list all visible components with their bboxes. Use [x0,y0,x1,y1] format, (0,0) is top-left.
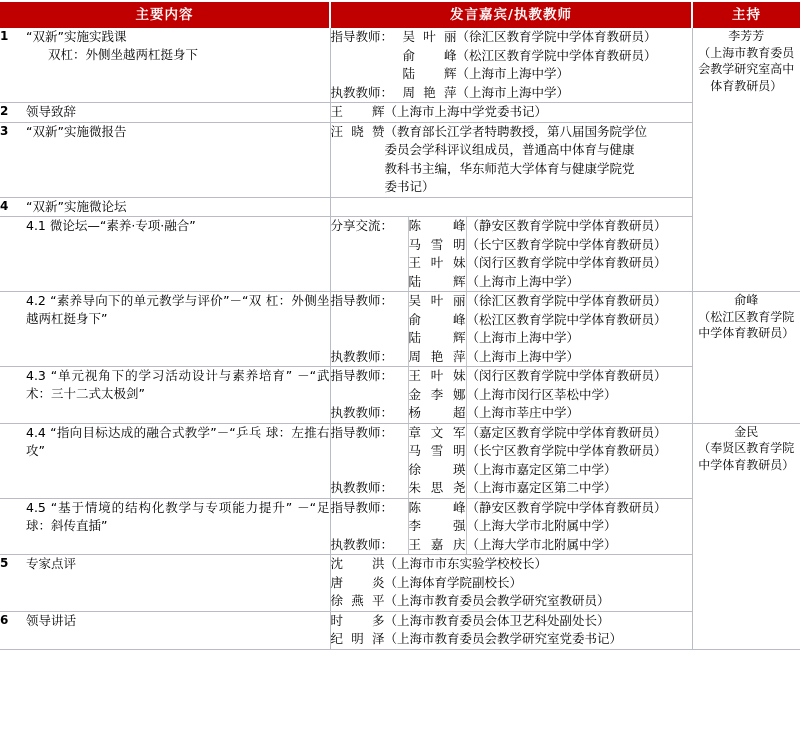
table-row [0,292,800,367]
speaker-name: 徐燕平 [330,593,385,608]
speaker-org: （上海大学市北附属中学） [466,536,617,552]
name-cell [408,423,466,498]
speaker-org: （松江区教育学院中学体育教研员） [456,47,657,63]
row-title-cell [0,217,330,292]
speaker-name: 陈 峰 [408,218,466,233]
speaker-role: 执教教师： [330,84,394,100]
row-title-cell [26,197,330,217]
role-line [331,254,408,273]
role-line: 分享交流： [330,218,394,233]
speaker-org: （上海市闵行区莘松中学） [466,386,617,402]
speaker-org: 委书记） [384,179,435,194]
row-number: 4 [0,197,26,217]
host-cell-3 [692,423,800,649]
row-title: 领导致辞 [26,104,77,119]
speaker-line [331,84,692,103]
speaker-org: （上海市上海中学） [466,273,580,289]
speaker-org: （上海市教育委员会教学研究室党委书记） [384,631,623,646]
speaker-name: 王 辉 [330,104,385,119]
org-cell [466,217,692,292]
role-line: 指导教师： [330,424,394,440]
role-line: 指导教师： [330,368,394,383]
speaker-name: 周艳萍 [408,348,466,364]
speaker-name: 纪明泽 [330,631,385,646]
host-name: 金民 [734,424,759,439]
table-row [0,611,800,649]
role-line [331,311,408,330]
row-number: 1 [0,28,26,103]
speaker-block [330,28,692,103]
row-title-cell [0,292,330,367]
org-cell [466,292,692,367]
header-col-speakers: 发言嘉宾/执教教师 [330,1,692,28]
role-line [331,236,408,255]
speaker-org: （上海市上海中学） [466,348,580,364]
speaker-org: （嘉定区教育学院中学体育教研员） [466,424,667,440]
speaker-name: 吴叶丽 [402,29,457,44]
speaker-name: 汪晓赞 [330,123,385,139]
row-title-cell [26,103,330,123]
speaker-org: （静安区教育学院中学体育教研员） [466,218,667,233]
speaker-name: 金李娜 [408,386,466,402]
speaker-org: （上海体育学院副校长） [384,574,523,590]
speaker-name: 吴叶丽 [408,293,466,308]
header-col-host: 主持 [692,1,800,28]
speaker-org: （上海市上海中学党委书记） [384,104,548,119]
role-cell [330,423,408,498]
row-title: 4.2 “素养导向下的单元教学与评价”－“双 [26,293,262,308]
speaker-line [331,160,692,179]
speaker-line [331,574,692,593]
table-row [0,423,800,498]
speaker-org: （教育部长江学者特聘教授，第八届国务院学位 [384,123,648,139]
table-row [0,498,800,555]
role-cell [330,217,408,292]
row-title-cell [0,498,330,555]
row-title: 专家点评 [26,556,77,571]
speaker-name: 周艳萍 [402,84,457,100]
role-line [331,461,408,480]
table-row [0,555,800,612]
row-title-cell [26,122,330,197]
speaker-name: 唐 炎 [330,574,385,590]
host-name: 俞峰 [734,293,759,307]
row-number: 3 [0,122,26,197]
row-title: 4.3 “单元视角下的学习活动设计与素养培育” [26,368,293,383]
speaker-name: 王叶妹 [408,255,466,270]
row-title-cell [0,423,330,498]
row-title-cell [26,611,330,649]
speaker-org: 委员会学科评议组成员，普通高中体育与健康 [384,142,635,157]
speaker-org: （闵行区教育学院中学体育教研员） [466,255,667,270]
role-line: 执教教师： [330,348,394,364]
row-title: “双新”实施实践课 [26,29,127,44]
row-subtitle: 双杠：外侧坐越两杠挺身下 [48,47,199,62]
speaker-org: 教科书主编，华东师范大学体育与健康学院党 [384,160,635,176]
table-row [0,197,800,217]
table-row [0,103,800,123]
table-header-row [0,1,800,28]
speaker-block [330,103,692,123]
role-line [331,386,408,405]
row-title: 4.1 微论坛—“素养·专项·融合” [26,218,196,233]
speaker-name: 陆 辉 [408,330,466,345]
host-org: （奉贤区教育学院中学体育教研员） [698,441,795,472]
speaker-org: （上海市上海中学） [466,330,580,345]
role-cell [330,292,408,367]
speaker-org: （上海市上海中学） [456,66,570,81]
row-title: “双新”实施微论坛 [26,198,127,214]
host-cell-1 [692,28,800,292]
speaker-block-empty [330,197,692,217]
speaker-line [331,47,692,66]
table-row [0,122,800,197]
speaker-org: （上海市教育委员会教学研究室教研员） [384,593,610,608]
speaker-name: 杨 超 [408,405,466,420]
speaker-org: （上海市上海中学） [456,84,570,100]
speaker-line [331,612,692,631]
speaker-name: 陆 辉 [402,66,457,81]
row-number: 5 [0,555,26,612]
row-title: “双新”实施微报告 [26,123,127,139]
speaker-org: （上海市市东实验学校校长） [384,556,548,571]
row-number: 2 [0,103,26,123]
speaker-line [331,592,692,611]
table-row [0,28,800,103]
speaker-org: （松江区教育学院中学体育教研员） [466,311,667,327]
speaker-line [331,141,692,160]
speaker-block [330,122,692,197]
speaker-org: （徐汇区教育学院中学体育教研员） [456,29,657,44]
speaker-name: 李 强 [408,518,466,533]
name-cell [408,217,466,292]
row-title-cell [26,555,330,612]
row-title-line2: －“足球：斜传直插” [26,499,330,533]
table-row [0,367,800,424]
org-cell [466,423,692,498]
speaker-block [330,555,692,612]
speaker-line [331,65,692,84]
role-cell [330,367,408,424]
speaker-name: 俞 峰 [408,311,466,327]
row-title-cell [26,28,330,103]
name-cell [408,367,466,424]
speaker-line [331,28,692,47]
host-org: （上海市教育委员会教学研究室高中体育教研员） [698,45,795,93]
speaker-org: （上海市嘉定区第二中学） [466,461,617,477]
name-cell [408,498,466,555]
speaker-name: 沈 洪 [330,556,385,571]
row-number: 6 [0,611,26,649]
table-row [0,217,800,292]
speaker-line [331,555,692,574]
speaker-org: （徐汇区教育学院中学体育教研员） [466,293,667,308]
role-cell [330,498,408,555]
speaker-org: （上海市莘庄中学） [466,405,580,420]
org-cell [466,367,692,424]
speaker-name: 俞 峰 [402,47,457,63]
name-cell [408,292,466,367]
org-cell [466,498,692,555]
speaker-org: （长宁区教育学院中学体育教研员） [466,236,667,252]
row-title: 领导讲话 [26,612,77,628]
role-line: 指导教师： [330,499,394,515]
host-cell-2 [692,292,800,424]
speaker-org: （静安区教育学院中学体育教研员） [466,499,667,515]
row-title: 4.4 “指向目标达成的融合式教学”－“乒乓 [26,424,262,440]
speaker-line [331,178,692,197]
host-org: （松江区教育学院中学体育教研员） [698,309,795,340]
speaker-line [331,123,692,142]
speaker-line [331,630,692,649]
role-line [331,273,408,292]
speaker-name: 陆 辉 [408,273,466,289]
speaker-line [331,103,692,122]
speaker-org: （上海大学市北附属中学） [466,518,617,533]
host-name: 李芳芳 [728,29,765,43]
speaker-org: （上海市嘉定区第二中学） [466,480,617,495]
speaker-org: （长宁区教育学院中学体育教研员） [466,443,667,458]
role-line: 执教教师： [330,405,394,420]
speaker-name: 马雪明 [408,236,466,252]
row-title-cell [0,367,330,424]
speaker-name: 马雪明 [408,443,466,458]
role-line: 指导教师： [330,293,394,308]
speaker-org: （闵行区教育学院中学体育教研员） [466,368,667,383]
role-line: 执教教师： [330,480,394,495]
row-title: 4.5 “基于情境的结构化教学与专项能力提升” [26,499,293,515]
header-col-content: 主要内容 [0,1,330,28]
role-line [331,329,408,348]
row-title-line2: 球：左推右攻” [26,424,330,458]
speaker-name: 徐 瑛 [408,461,466,477]
row-title-line2: 杠：外侧坐越两杠挺身下” [26,293,330,326]
speaker-org: （上海市教育委员会体卫艺科处副处长） [384,612,610,628]
speaker-name: 陈 峰 [408,499,466,515]
speaker-name: 王嘉庆 [408,536,466,552]
role-line [331,517,408,536]
role-line [331,442,408,461]
speaker-name: 时 多 [330,612,385,628]
speaker-role: 指导教师： [330,29,394,44]
speaker-name: 章文军 [408,424,466,440]
speaker-block [330,611,692,649]
row-title-line2: －“武术：三十二式太极剑” [26,368,330,401]
speaker-name: 王叶妹 [408,368,466,383]
speaker-name: 朱思尧 [408,480,466,495]
role-line: 执教教师： [330,536,394,552]
